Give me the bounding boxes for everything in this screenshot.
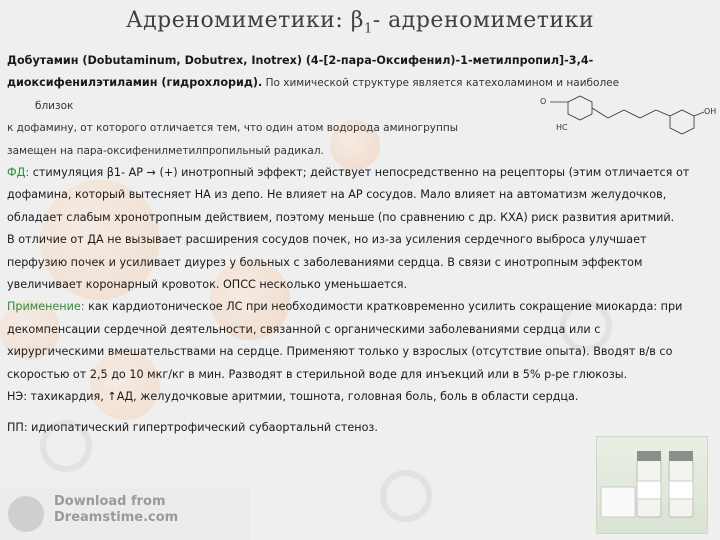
watermark-line2: Dreamstime.com <box>54 510 179 525</box>
fd-text: перфузию почек и усиливает диурез у больных с заболеваниями сердца. В связи с инотропным эффектом <box>7 255 643 269</box>
structure-note: По химической структуре является катехоламином и наиболее <box>262 77 620 90</box>
drug-name-line <box>7 50 713 72</box>
application-text: хирургическими вмешательствами на сердце. Применяют только у взрослых (отсутствие опыта). Вводят в/в со <box>7 345 673 359</box>
vials-illustration <box>597 437 707 533</box>
drug-chemical-line <box>7 72 713 94</box>
structure-note-cont: близок <box>35 99 74 112</box>
contraindications-text: ПП: идиопатический гипертрофический субаортальнй стеноз. <box>7 420 378 434</box>
structure-note-cont: замещен на пара-оксифенилметилпропильный радикал. <box>7 144 324 157</box>
fd-text: дофамина, который вытесняет НА из депо. Не влияет на АР сосудов. Мало влияет на автоматизм желудочков, <box>7 188 667 202</box>
application-label: Применение: <box>7 300 85 314</box>
fd-text: стимуляция β1- АР → (+) инотропный эффект; действует непосредственно на рецепторы (этим отличается от <box>29 166 690 180</box>
title-rest: - адреномиметики <box>372 8 595 33</box>
side-effects-text: НЭ: тахикардия, ↑АД, желудочковые аритмии, тошнота, головная боль, боль в области сердца. <box>7 390 579 404</box>
drug-vials-photo <box>596 436 708 534</box>
application-text: как кардиотоническое ЛС при необходимости кратковременно усилить сокращение миокарда: при <box>84 300 683 314</box>
structure-note-cont: к дофамину, от которого отличается тем, что один атом водорода аминогруппы <box>7 122 459 135</box>
structure-label-oh: OH <box>704 107 717 116</box>
application-text: скоростью от 2,5 до 10 мкг/кг в мин. Разводят в стерильной воде для инъекций или в 5% р-ре глюкозы. <box>7 367 628 381</box>
fd-text: обладает слабым хронотропным действием, поэтому меньше (по сравнению с др. КХА) риск развития аритмий. <box>7 210 675 224</box>
fd-text: В отличие от ДА не вызывает расширения сосудов почек, но из-за усиления сердечного выброса улучшает <box>7 233 647 247</box>
structure-label-o: O <box>540 97 547 106</box>
application-paragraph-line <box>7 296 713 318</box>
slide-content <box>7 50 713 439</box>
drug-name-text: Добутамин (Dobutaminum, Dobutrex, Inotrex) (4-[2-пара-Оксифенил)-1-метилпропил]-3,4- <box>7 54 594 67</box>
structure-label-hc: HC <box>556 123 568 132</box>
title-main: Адреномиметики: β <box>125 8 364 33</box>
title-subscript: 1 <box>363 21 373 37</box>
watermark-line1: Download from <box>54 494 166 509</box>
fd-label: ФД: <box>7 166 30 180</box>
slide-title <box>0 8 720 36</box>
watermark-spiral-icon <box>380 470 432 522</box>
fd-paragraph-line <box>7 162 713 184</box>
dreamstime-watermark <box>0 488 250 540</box>
dreamstime-logo-icon <box>8 496 44 532</box>
fd-text: увеличивает коронарный кровоток. ОПСС несколько уменьшается. <box>7 278 408 292</box>
drug-chemical-name: диоксифенилэтиламин (гидрохлорид). <box>7 76 263 90</box>
application-text: декомпенсации сердечной деятельности, связанной с органическими заболеваниями сердца или с <box>7 322 601 336</box>
